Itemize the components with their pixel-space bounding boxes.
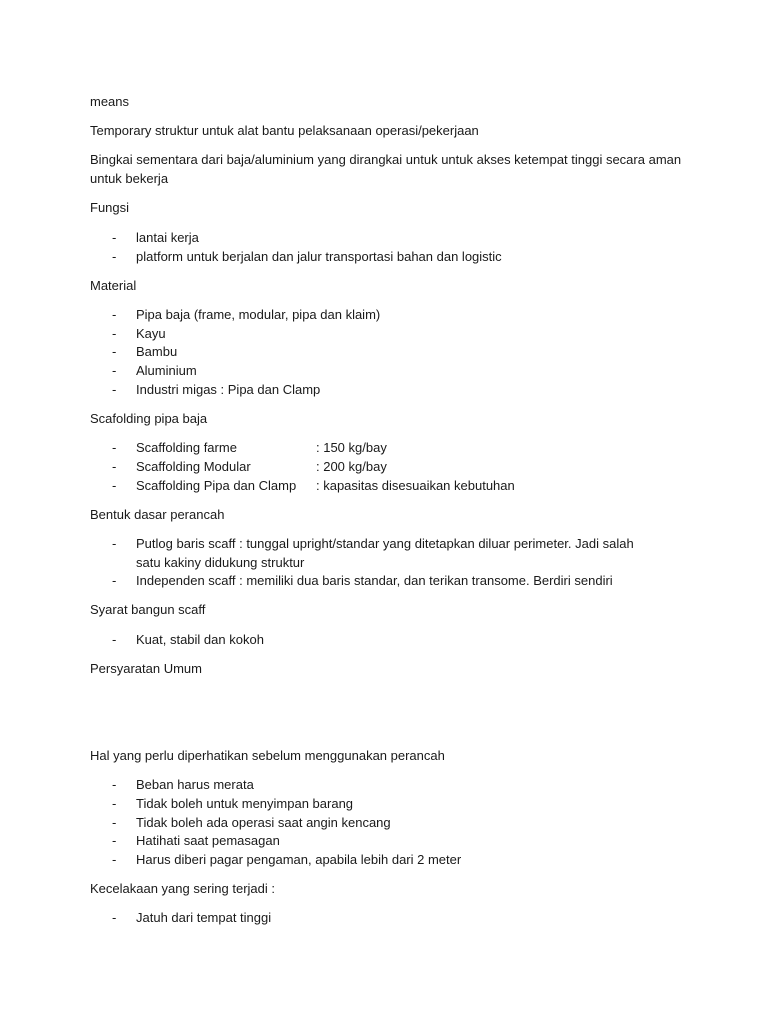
list-item-text: Independen scaff : memiliki dua baris standar, dan terikan transome. Berdiri sendiri — [136, 573, 613, 588]
list-bullet: - — [112, 382, 117, 397]
list-item-text: Bambu — [136, 344, 178, 359]
list-bullet: - — [112, 796, 117, 811]
list-bullet: - — [112, 573, 117, 588]
paragraph-temporary: Temporary struktur untuk alat bantu pelaksanaan operasi/pekerjaan — [90, 123, 479, 138]
heading-scafolding: Scafolding pipa baja — [90, 411, 208, 426]
list-item-text: Jatuh dari tempat tinggi — [136, 910, 272, 925]
list-item-text: lantai kerja — [136, 230, 199, 245]
list-bullet: - — [112, 363, 117, 378]
heading-persyaratan-umum: Persyaratan Umum — [90, 661, 202, 676]
list-item-text: Scaffolding Modular — [136, 459, 251, 474]
list-item-text: Kayu — [136, 326, 166, 341]
list-bullet: - — [112, 536, 117, 551]
list-bullet: - — [112, 326, 117, 341]
list-bullet: - — [112, 459, 117, 474]
list-item-text: Beban harus merata — [136, 777, 254, 792]
list-bullet: - — [112, 815, 117, 830]
heading-material: Material — [90, 278, 137, 293]
list-item-value: : 150 kg/bay — [316, 440, 387, 455]
list-bullet: - — [112, 632, 117, 647]
list-item-text: Hatihati saat pemasagan — [136, 833, 280, 848]
heading-syarat: Syarat bangun scaff — [90, 602, 206, 617]
heading-kecelakaan: Kecelakaan yang sering terjadi : — [90, 881, 276, 896]
heading-fungsi: Fungsi — [90, 200, 130, 215]
list-bullet: - — [112, 910, 117, 925]
list-item-text: Harus diberi pagar pengaman, apabila lebih dari 2 meter — [136, 852, 462, 867]
list-item-text: Industri migas : Pipa dan Clamp — [136, 382, 321, 397]
list-bullet: - — [112, 249, 117, 264]
list-item-text: Aluminium — [136, 363, 197, 378]
list-bullet: - — [112, 852, 117, 867]
heading-bentuk: Bentuk dasar perancah — [90, 507, 225, 522]
list-item-text: platform untuk berjalan dan jalur transportasi bahan dan logistic — [136, 249, 502, 264]
list-bullet: - — [112, 307, 117, 322]
paragraph-means: means — [90, 94, 130, 109]
list-item-value: : 200 kg/bay — [316, 459, 387, 474]
list-item-text: Kuat, stabil dan kokoh — [136, 632, 264, 647]
list-bullet: - — [112, 833, 117, 848]
list-bullet: - — [112, 777, 117, 792]
heading-hal: Hal yang perlu diperhatikan sebelum menggunakan perancah — [90, 748, 445, 763]
list-item-text: Scaffolding Pipa dan Clamp — [136, 478, 297, 493]
list-item-value: : kapasitas disesuaikan kebutuhan — [316, 478, 515, 493]
list-item-text: Putlog baris scaff : tunggal upright/standar yang ditetapkan diluar perimeter. Jadi salah satu kakiny didukung struktur — [136, 536, 634, 570]
paragraph-bingkai: Bingkai sementara dari baja/aluminium yang dirangkai untuk untuk akses ketempat tinggi secara aman untuk bekerja — [90, 152, 682, 186]
list-item-text: Tidak boleh untuk menyimpan barang — [136, 796, 354, 811]
list-item-text: Tidak boleh ada operasi saat angin kencang — [136, 815, 391, 830]
list-item-text: Scaffolding farme — [136, 440, 237, 455]
list-bullet: - — [112, 344, 117, 359]
list-bullet: - — [112, 230, 117, 245]
list-bullet: - — [112, 440, 117, 455]
list-item-text: Pipa baja (frame, modular, pipa dan klaim) — [136, 307, 381, 322]
list-bullet: - — [112, 478, 117, 493]
